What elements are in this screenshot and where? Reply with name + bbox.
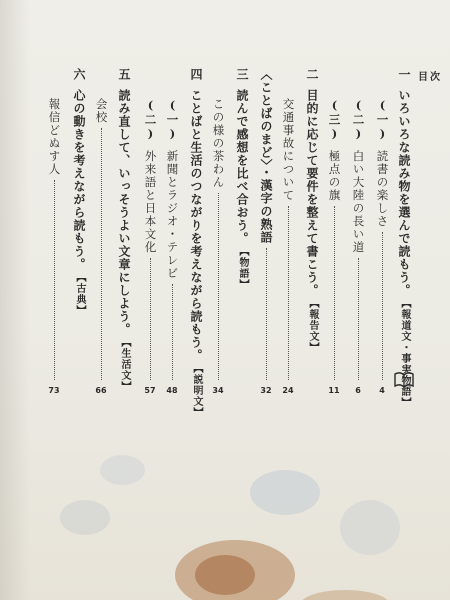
- toc-subentry: [48, 98, 60, 176]
- entry-title: 読んで感想を比べ合おう。: [235, 89, 249, 245]
- toc-title: 目次: [418, 72, 442, 83]
- page-number: 6: [355, 386, 361, 395]
- entry-title: 極点の旗: [327, 150, 342, 202]
- paper-stain: [100, 455, 145, 485]
- entry-title: 交通事故について: [281, 98, 296, 202]
- entry-title: 〈ことばのまど〉・漢字の熟語: [259, 68, 273, 244]
- genre-tag: 【報告文】: [307, 303, 318, 353]
- toc-subentry: [376, 98, 388, 228]
- paper-stain: [195, 555, 255, 595]
- entry-number: 六: [72, 68, 86, 81]
- dotted-leader: [288, 206, 289, 380]
- genre-tag: 【生活文】: [119, 342, 130, 392]
- page-number: 11: [328, 386, 340, 395]
- dotted-leader: [54, 180, 55, 380]
- entry-title: 報信どぬす人: [47, 98, 62, 176]
- page-number: 66: [95, 386, 107, 395]
- genre-tag: 【古典】: [74, 277, 85, 316]
- toc-heading: [398, 68, 410, 408]
- entry-title: 外来語と日本文化: [143, 150, 158, 254]
- entry-title: 白い大陸の長い道: [351, 150, 366, 254]
- page-number: 32: [260, 386, 272, 395]
- genre-tag: 【報道文・事実物語】: [399, 303, 410, 408]
- entry-number: 三: [235, 68, 249, 81]
- entry-number: (一): [375, 98, 390, 142]
- toc-heading: [306, 68, 318, 353]
- entry-number: (三): [327, 98, 342, 142]
- paper-stain: [60, 500, 110, 535]
- entry-title: 心の動きを考えながら読もう。: [72, 89, 86, 271]
- toc-subentry: [144, 98, 156, 254]
- entry-number: 五: [117, 68, 131, 81]
- toc-subentry: [328, 98, 340, 202]
- entry-title: 読書の楽しさ: [375, 150, 390, 228]
- dotted-leader: [266, 248, 267, 380]
- dotted-leader: [358, 258, 359, 380]
- page-number: 4: [379, 386, 385, 395]
- page-number: 48: [166, 386, 178, 395]
- entry-title: 会校: [94, 98, 109, 124]
- page-number: 24: [282, 386, 294, 395]
- toc-subentry: [282, 98, 294, 202]
- entry-number: (一): [165, 98, 180, 142]
- paper-stain: [175, 540, 295, 600]
- entry-title: ことばと生活のつながりを考えながら読もう。: [189, 89, 203, 362]
- toc-subentry: [352, 98, 364, 254]
- dotted-leader: [382, 232, 383, 380]
- paper-stain: [250, 470, 320, 515]
- genre-tag: 【物語】: [237, 251, 248, 290]
- toc-heading: [236, 68, 248, 290]
- entry-title: いろいろな読み物を選んで読もう。: [397, 89, 411, 297]
- page-number: 73: [48, 386, 60, 395]
- entry-number: 一: [397, 68, 411, 81]
- toc-subentry: [95, 98, 107, 124]
- entry-title: 目的に応じて要件を整えて書こう。: [305, 89, 319, 297]
- page-number: 34: [212, 386, 224, 395]
- genre-tag: 【説明文】: [191, 368, 202, 418]
- paper-stain: [0, 0, 30, 600]
- toc-subentry: [166, 98, 178, 280]
- dotted-leader: [101, 128, 102, 380]
- toc-heading: [190, 68, 202, 418]
- toc-heading: [73, 68, 85, 316]
- dotted-leader: [334, 206, 335, 380]
- toc-heading: [118, 68, 130, 392]
- dotted-leader: [172, 284, 173, 380]
- entry-title: 読み直して、いっそうよい文章にしよう。: [117, 89, 131, 336]
- page-number: 57: [144, 386, 156, 395]
- paper-stain: [300, 590, 390, 600]
- entry-number: (二): [143, 98, 158, 142]
- entry-title: この様の茶わん: [211, 98, 226, 189]
- dotted-leader: [150, 258, 151, 380]
- entry-number: 四: [189, 68, 203, 81]
- toc-heading: [260, 68, 272, 244]
- toc-subentry: [212, 98, 224, 189]
- paper-stain: [340, 500, 400, 555]
- entry-number: (二): [351, 98, 366, 142]
- entry-number: 二: [305, 68, 319, 81]
- dotted-leader: [218, 193, 219, 380]
- entry-title: 新聞とラジオ・テレビ: [165, 150, 180, 280]
